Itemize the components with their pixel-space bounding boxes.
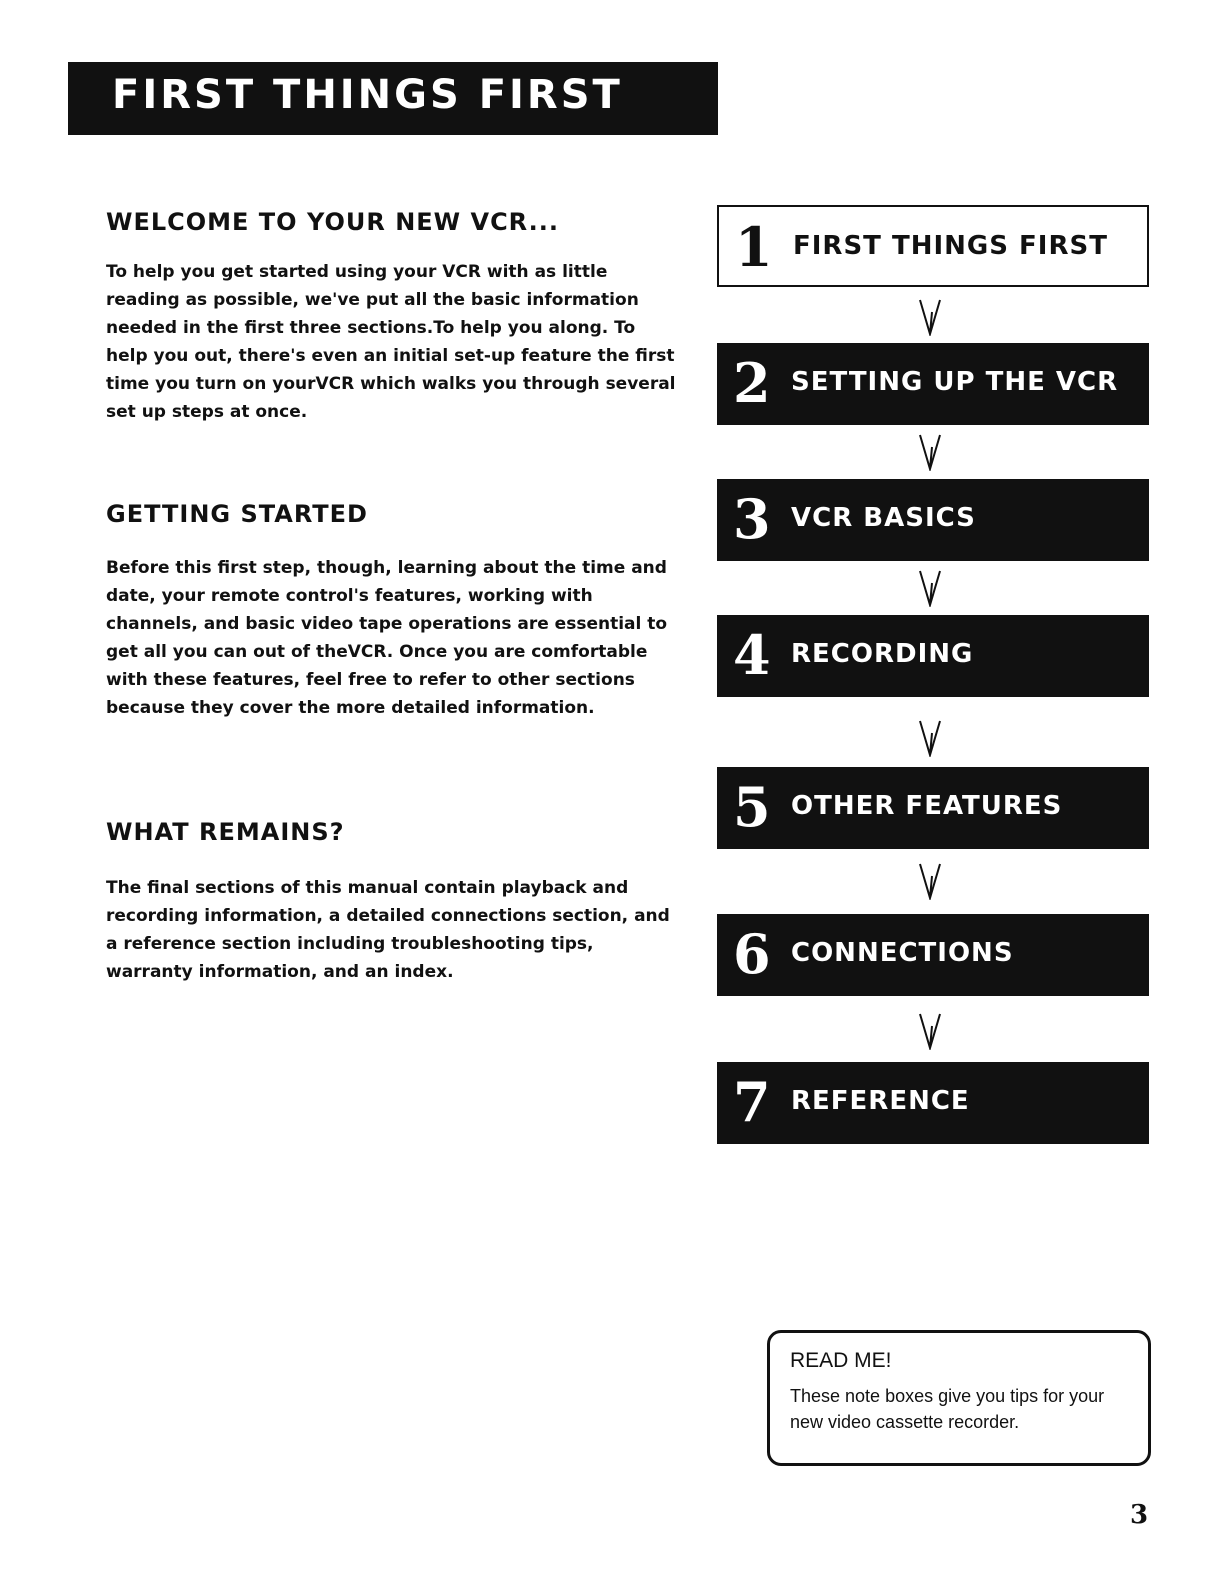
section-body: Before this first step, though, learning about the time and date, your remote control's features, working with channels, and basic video tape operations are essential to get all you can out of theVCR. Once you are comfortable with these features, feel free to refer to other sections because they cover the more detailed information. <box>106 558 668 718</box>
step-label: RECORDING <box>791 639 974 669</box>
section-what-remains <box>106 818 681 986</box>
arrow-down-icon <box>919 862 941 900</box>
arrow-down-icon <box>919 433 941 471</box>
section-heading: WELCOME TO YOUR NEW VCR... <box>106 208 559 236</box>
section-body: The final sections of this manual contain playback and recording information, a detailed connections section, and a reference section including troubleshooting tips, warranty information, and an index. <box>106 878 670 982</box>
flow-step-1 <box>717 205 1149 287</box>
step-number: 3 <box>733 487 771 551</box>
step-number: 4 <box>733 623 771 687</box>
note-title: READ ME! <box>790 1349 892 1372</box>
step-label: CONNECTIONS <box>791 938 1014 968</box>
step-number: 5 <box>733 775 771 839</box>
flow-step-4 <box>717 615 1149 697</box>
step-label: VCR BASICS <box>791 503 976 533</box>
page-number: 3 <box>1130 1500 1149 1530</box>
step-label: FIRST THINGS FIRST <box>793 231 1108 261</box>
flow-step-2 <box>717 343 1149 425</box>
page-title: FIRST THINGS FIRST <box>112 72 623 118</box>
section-heading: GETTING STARTED <box>106 500 368 528</box>
flow-step-3 <box>717 479 1149 561</box>
flow-step-5 <box>717 767 1149 849</box>
section-getting-started <box>106 500 681 722</box>
step-label: SETTING UP THE VCR <box>791 367 1119 397</box>
step-number: 2 <box>733 351 771 415</box>
step-label: OTHER FEATURES <box>791 791 1063 821</box>
flow-step-7 <box>717 1062 1149 1144</box>
arrow-down-icon <box>919 298 941 336</box>
step-label: REFERENCE <box>791 1086 970 1116</box>
section-welcome <box>106 208 681 426</box>
flow-step-6 <box>717 914 1149 996</box>
arrow-down-icon <box>919 719 941 757</box>
arrow-down-icon <box>919 569 941 607</box>
header-banner <box>68 62 718 135</box>
note-body: These note boxes give you tips for your new video cassette recorder. <box>790 1386 1105 1432</box>
arrow-down-icon <box>919 1012 941 1050</box>
step-number: 6 <box>733 922 771 986</box>
section-body: To help you get started using your VCR with as little reading as possible, we've put all the basic information needed in the first three sections.To help you along. To help you out, there's even an initial set-up feature the first time you turn on yourVCR which walks you through several set up steps at once. <box>106 262 676 422</box>
section-heading: WHAT REMAINS? <box>106 818 345 846</box>
step-number: 1 <box>735 215 773 279</box>
step-number: 7 <box>733 1070 771 1134</box>
note-box <box>767 1330 1151 1466</box>
